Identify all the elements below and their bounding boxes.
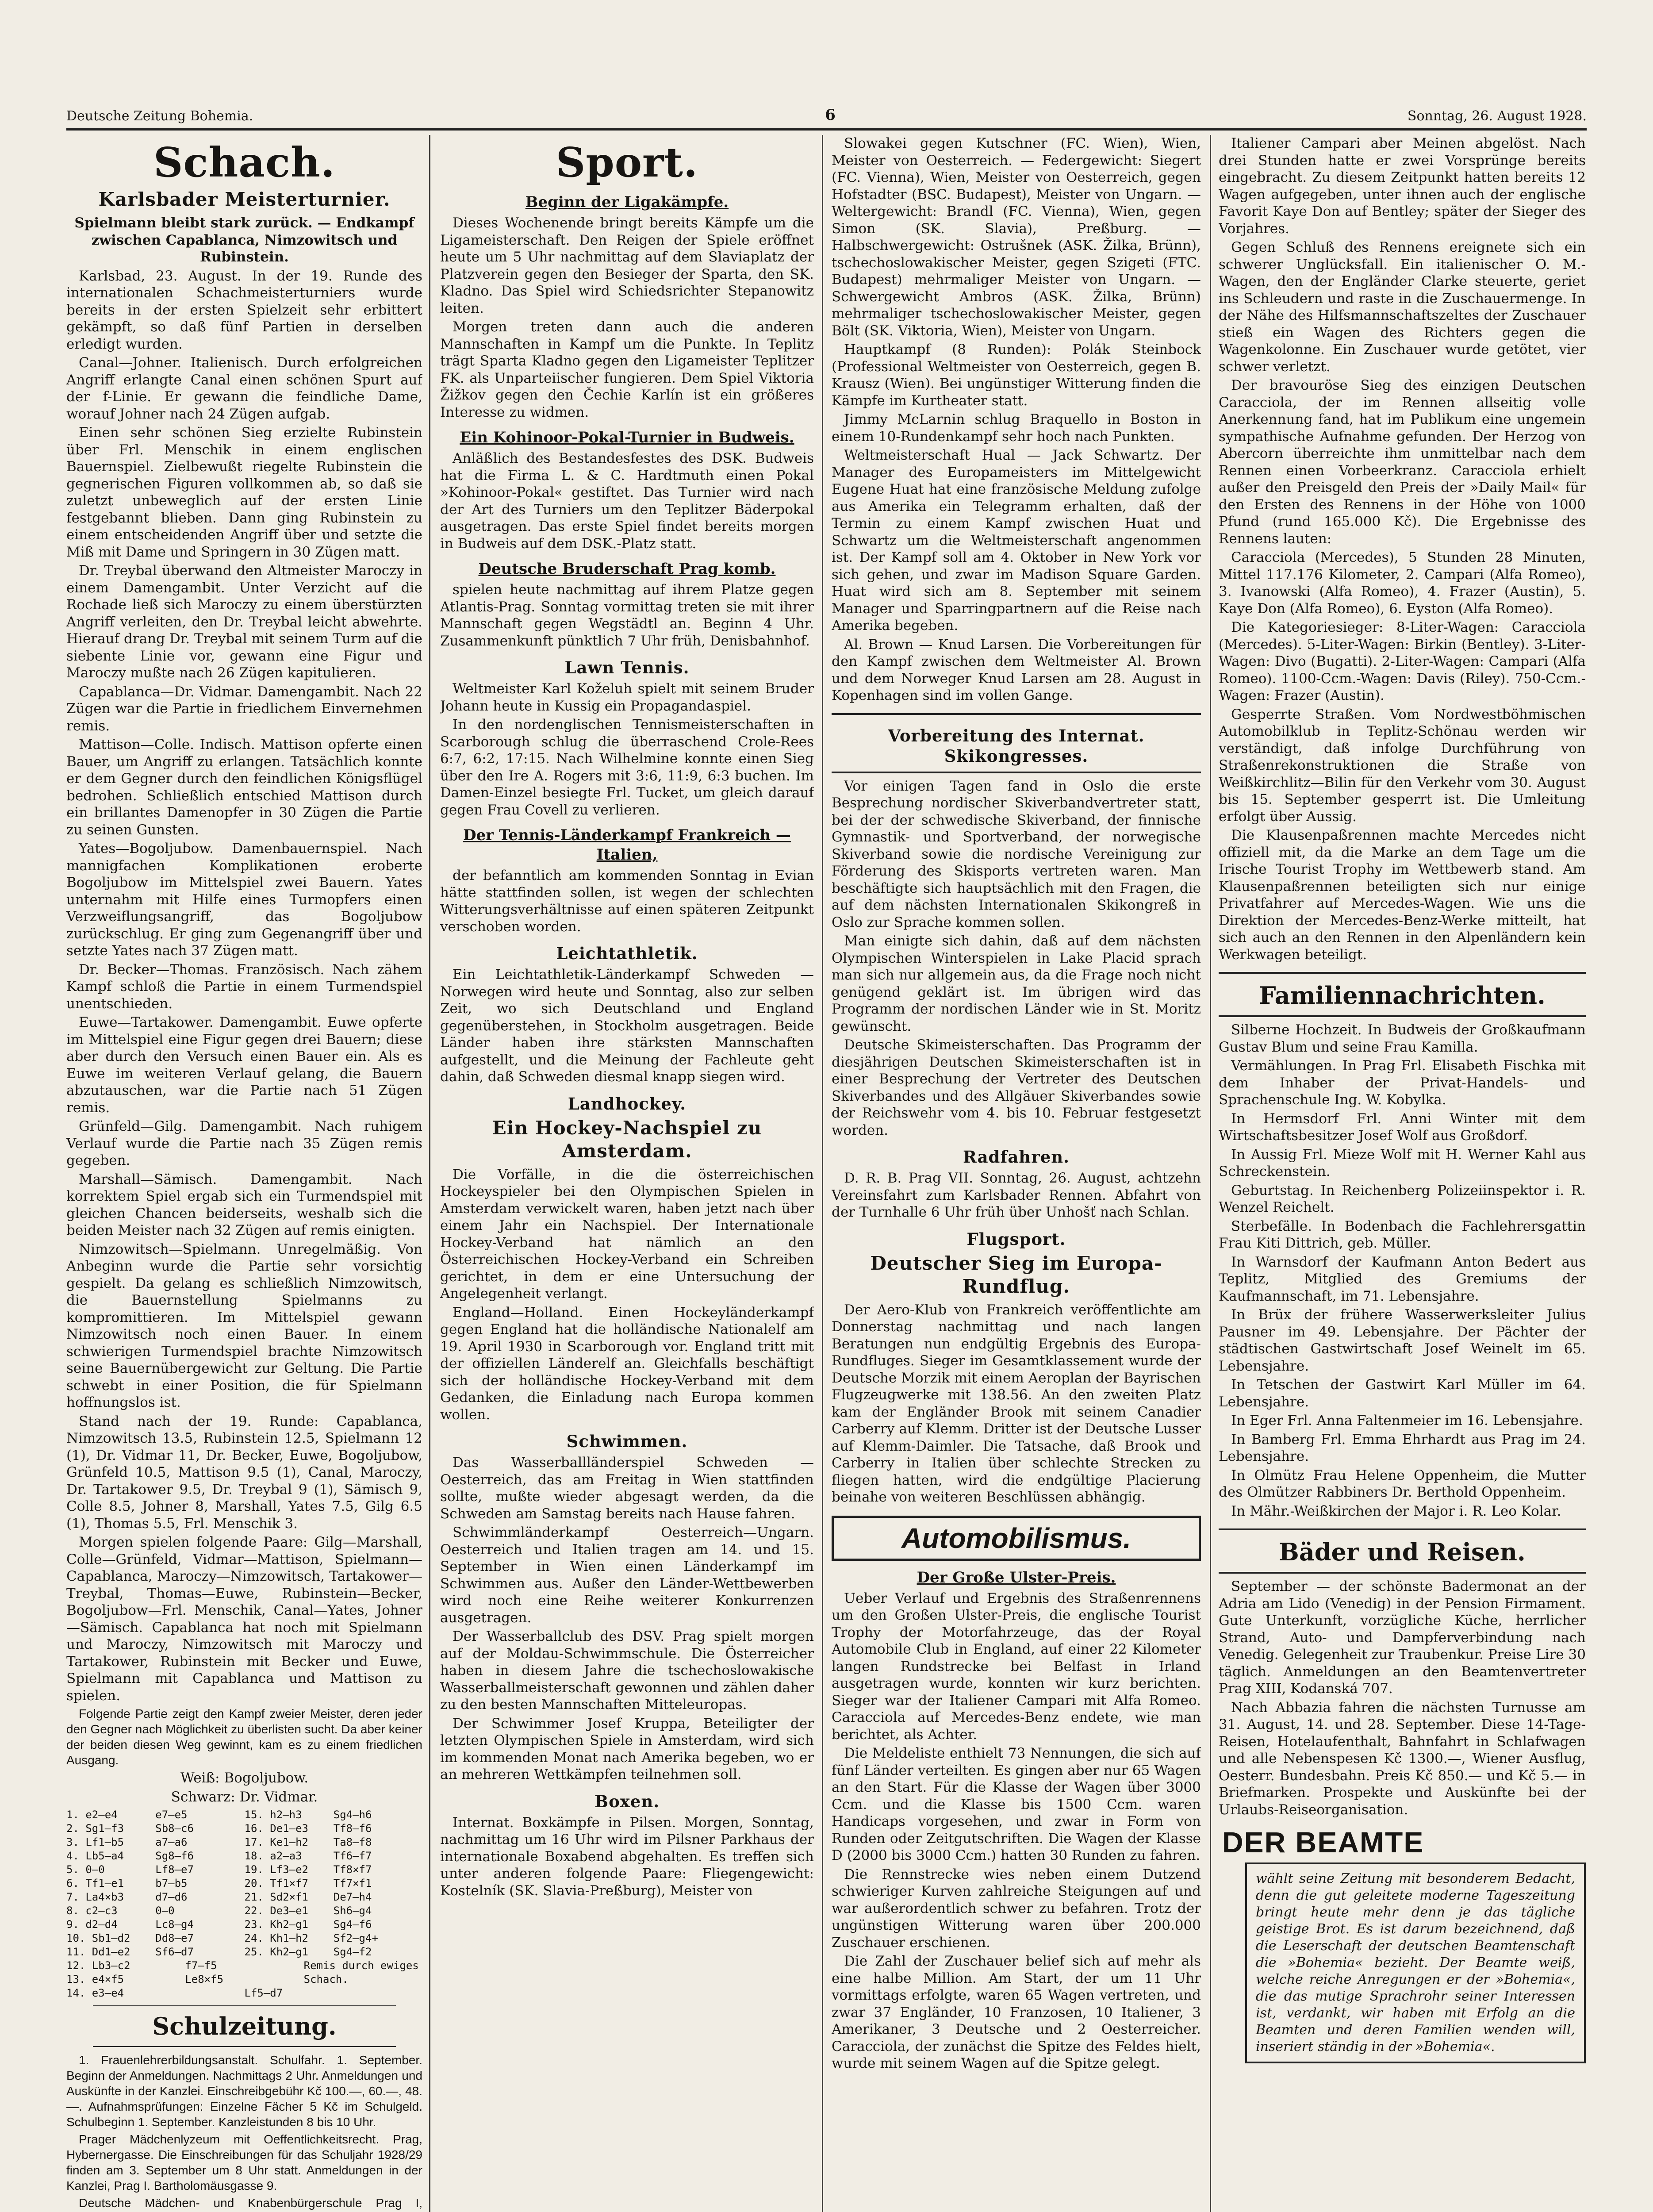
move-cell: 4. Lb5—a4	[66, 1850, 124, 1862]
move-cell: Sg4—h6	[333, 1809, 372, 1821]
move-row	[66, 1890, 422, 1904]
move-row	[66, 1836, 422, 1849]
move-cell: 9. d2—d4	[66, 1918, 118, 1931]
article-title: Boxen.	[594, 1791, 660, 1811]
game-note: Folgende Partie zeigt den Kampf zweier Meister, deren jeder den Gegner nach Möglichkeit zu überlisten sucht. Da aber keiner der beiden diesen Weg gewinnt, kam es zu einem friedlichen Ausgang.	[66, 1707, 422, 1767]
move-cell: 21. Sd2×f1	[244, 1891, 308, 1903]
paragraph: Italiener Campari aber Meinen abgelöst. Nach drei Stunden hatte er zwei Vorsprünge bereits eingebracht. Zu diesem Zeitpunkt hatten bereits 12 Wagen aufgegeben, unter ihnen auch der englische Favorit Kaye Don auf Bentley; später der Sieger des Vorjahres.	[1219, 135, 1586, 237]
move-cell: De7—h4	[333, 1891, 372, 1903]
paragraph: In Brüx der frühere Wasserwerksleiter Julius Pausner im 49. Lebensjahre. Der Pächter der städtischen Gastwirtschaft Josef Weinelt im 65. Lebensjahre.	[1219, 1307, 1586, 1374]
move-cell: Tf6—f7	[333, 1850, 372, 1862]
paragraph: Einen sehr schönen Sieg erzielte Rubinstein über Frl. Menschik in einem englischen Bauernspiel. Zielbewußt riegelte Rubinstein die gegnerischen Figuren vollkommen ab, so daß sie zuletzt unbeweglich auf der ersten Linie festgebannt blieben. Dann ging Rubinstein zu einem entscheidenden Angriff über und setzte die Miß mit Dame und Springern in 30 Zügen matt.	[66, 425, 422, 560]
move-cell: 24. Kh1—h2	[244, 1932, 308, 1944]
move-cell: Ta8—f8	[333, 1836, 372, 1848]
article-title: Lawn Tennis.	[564, 658, 690, 677]
paragraph: Jimmy McLarnin schlug Braquello in Boston in einem 10-Rundenkampf sehr hoch nach Punkten.	[832, 411, 1201, 445]
paragraph: Silberne Hochzeit. In Budweis der Großkaufmann Gustav Blum und seine Frau Kamilla.	[1219, 1022, 1586, 1055]
move-cell: Dd8—e7	[155, 1932, 194, 1944]
move-cell: 0—0	[155, 1905, 175, 1917]
move-cell: 19. Lf3—e2	[244, 1863, 308, 1876]
move-cell: Remis durch ewiges	[303, 1959, 419, 1972]
paragraph: Man einigte sich dahin, daß auf dem nächsten Olympischen Winterspielen in Lake Placid sprach man sich nur allgemein aus, da die Frage noch nicht genügend geklärt ist. Im übrigen wird das Programm der nordischen Länder wie in St. Moritz gewünscht.	[832, 933, 1201, 1034]
move-cell: Sf6—d7	[155, 1946, 194, 1958]
move-cell: 17. Ke1—h2	[244, 1836, 308, 1848]
paragraph: Morgen treten dann auch die anderen Mannschaften in Kampf um die Punkte. In Teplitz trägt Sparta Kladno gegen den Ligameister Teplitzer FK. als Unparteiischer fungieren. Dem Spiel Viktoria Žižkov gegen den Čechie Karlín ist ein größeres Interesse zu widmen.	[440, 319, 814, 420]
move-row	[66, 1973, 422, 1986]
article-title: Der Große Ulster-Preis.	[917, 1568, 1116, 1586]
paragraph: Hauptkampf (8 Runden): Polák Steinbock (Professional Weltmeister von Oesterreich, gegen B. Krausz (Wien). Bei ungünstiger Witterung finden die Kämpfe im Kurtheater statt.	[832, 342, 1201, 409]
article-title: Landhockey.	[568, 1094, 687, 1114]
move-row	[66, 1986, 422, 2000]
paragraph: In Mähr.-Weißkirchen der Major i. R. Leo Kolar.	[1231, 1503, 1561, 1519]
move-cell: 22. De3—e1	[244, 1905, 308, 1917]
article-title: Schwimmen.	[566, 1432, 688, 1451]
move-row	[66, 1918, 422, 1932]
article-title: Vorbereitung des Internat. Skikongresses.	[888, 726, 1145, 766]
move-cell: 15. h2—h3	[244, 1809, 302, 1821]
paragraph: spielen heute nachmittag auf ihrem Platze gegen Atlantis-Prag. Sonntag vormittag treten sie mit ihrer Mannschaft gegen Wegstädtl an. Beginn 4 Uhr. Zusammenkunft pünktlich 7 Uhr früh, Denisbahnhof.	[440, 582, 814, 649]
paragraph: Die Meldeliste enthielt 73 Nennungen, die sich auf fünf Länder verteilten. Es gingen aber nur 65 Wagen an den Start. Für die Klasse der Wagen über 3000 Ccm. und die Klasse bis 1500 Ccm. waren Handicaps vorgesehen, und zwar in Form von Runden oder Zeitgutschriften. Die Wagen der Klasse D (2000 bis 3000 Ccm.) hatten 30 Runden zu fahren.	[832, 1745, 1201, 1863]
column-misc	[1219, 135, 1586, 2212]
move-cell: 23. Kh2—g1	[244, 1918, 308, 1931]
masthead-left: Deutsche Zeitung Bohemia.	[66, 108, 253, 124]
paragraph: Die Vorfälle, in die die österreichischen Hockeyspieler bei den Olympischen Spielen in Amsterdam verwickelt waren, haben jetzt nach über einem Jahr ein Nachspiel. Der Internationale Hockey-Verband hat nämlich an den Österreichischen Hockey-Verband ein Schreiben gerichtet, in dem er eine Untersuchung der Angelegenheit verlangt.	[440, 1166, 814, 1302]
section-title-automobilismus: Automobilismus.	[832, 1516, 1201, 1561]
paragraph: Karlsbad, 23. August. In der 19. Runde des internationalen Schachmeisterturniers wurde bereits in der ersten Spielzeit sehr erbittert gekämpft, so daß fünf Partien in derselben erledigt wurden.	[66, 268, 422, 352]
section-title-schach: Schach.	[153, 138, 335, 186]
paragraph: Schwimmländerkampf Oesterreich—Ungarn. Oesterreich und Italien tragen am 14. und 15. September in Wien einen Länderkampf im Schwimmen aus. Außer den Länder-Wettbewerben wird noch eine Reihe weiterer Konkurrenzen ausgetragen.	[440, 1525, 814, 1626]
paragraph: Deutsche Mädchen- und Knabenbürgerschule Prag I,	[79, 2196, 422, 2210]
paragraph: Deutsche Skimeisterschaften. Das Programm der diesjährigen Deutschen Skimeisterschaften ist in einer Besprechung der Vertreter des Deutschen Skiverbandes und des Allgäuer Skiverbandes sowie der Reichswehr vom 4. bis 10. Februar festgesetzt worden.	[832, 1037, 1201, 1138]
article-title: Deutscher Sieg im Europa-Rundflug.	[870, 1252, 1162, 1297]
paragraph: Vor einigen Tagen fand in Oslo die erste Besprechung nordischer Skiverbandvertreter statt, bei der der schwedische Skiverband, der finnische Gymnastik- und Sportverband, der norwegische Skiverband sowie die nordische Vereinigung zur Förderung des Skisports vertreten waren. Man beschäftigte sich hauptsächlich mit den Fragen, die auf dem nächsten Internationalen Skikongreß in Oslo zur Sprache kommen sollen.	[832, 778, 1201, 930]
paragraph: Das Wasserballländerspiel Schweden — Oesterreich, das am Freitag in Wien stattfinden sollte, mußte wieder abgesagt werden, da die Schweden am Samstag bereits nach Hause fahren.	[440, 1455, 814, 1522]
paragraph: Weltmeister Karl Koželuh spielt mit seinem Bruder Johann heute in Kussig ein Propagandaspiel.	[440, 681, 814, 714]
article-title: Beginn der Ligakämpfe.	[525, 193, 729, 211]
article-body	[66, 268, 422, 1705]
article-lead: Spielmann bleibt stark zurück. — Endkampf zwischen Capablanca, Nimzowitsch und Rubinstein.	[74, 215, 414, 265]
move-row	[66, 1904, 422, 1918]
paragraph: In den nordenglischen Tennismeisterschaften in Scarborough schlug die überraschend Crole-Rees 6:7, 6:2, 17:15. Nach Wilhelmine konnte einen Sieg über den Ire A. Rogers mit 3:6, 11:9, 6:3 buchen. Im Damen-Einzel besiegte Frl. Tucket, um gleich darauf gegen Frau Covell zu verlieren.	[440, 717, 814, 818]
move-cell: 14. e3—e4	[66, 1987, 124, 1999]
paragraph: Gesperrte Straßen. Vom Nordwestböhmischen Automobilklub in Teplitz-Schönau werden wir verständigt, daß infolge Durchführung von Straßenrekonstruktionen die Straße von Weißkirchlitz—Bilin für den Verkehr vom 30. August bis 15. September gesperrt ist. Die Umleitung erfolgt über Aussig.	[1219, 706, 1586, 825]
article-title: Karlsbader Meisterturnier.	[98, 188, 391, 210]
white-player: Weiß: Bogoljubow.	[180, 1770, 309, 1786]
paragraph: Stand nach der 19. Runde: Capablanca, Nimzowitsch 13.5, Rubinstein 12.5, Spielmann 12 (1), Dr. Vidmar 11, Dr. Becker, Euwe, Bogoljubow, Grünfeld 10.5, Mattison 9.5 (1), Canal, Maroczy, Dr. Tartakower 9.5, Dr. Treybal 9 (1), Sämisch 9, Colle 8.5, Johner 8, Marshall, Yates 7.5, Gilg 6.5 (1), Thomas 5.5, Frl. Menschik 3.	[66, 1413, 422, 1532]
paragraph: D. R. B. Prag VII. Sonntag, 26. August, achtzehn Vereinsfahrt zum Karlsbader Rennen. Abfahrt von der Turnhalle 6 Uhr früh über Unhošť nach Schlan.	[832, 1170, 1201, 1220]
paragraph: Canal—Johner. Italienisch. Durch erfolgreichen Angriff erlangte Canal einen schönen Spurt auf der f-Linie. Er gewann die feindliche Dame, worauf Johner nach 24 Zügen aufgab.	[66, 355, 422, 422]
paragraph: Die Rennstrecke wies neben einem Dutzend schwieriger Kurven zahlreiche Steigungen auf und war außerordentlich schwer zu befahren. Trotz der ungünstigen Witterung waren über 200.000 Zuschauer erschienen.	[832, 1866, 1201, 1951]
paragraph: Ueber Verlauf und Ergebnis des Straßenrennens um den Großen Ulster-Preis, die englische Tourist Trophy der Motorfahrzeuge, das der Royal Automobile Club in England, auf einer 22 Kilometer langen Rundstrecke bei Belfast in Irland ausgetragen wurde, konnten wir kurz berichten. Sieger war der Italiener Campari mit Alfa Romeo. Caracciola auf Mercedes-Benz endete, wie man berichtet, als Achter.	[832, 1590, 1201, 1743]
paragraph: Der Aero-Klub von Frankreich veröffentlichte am Donnerstag nachmittag und nach langen Beratungen nun endgültig Ergebnis des Europa-Rundfluges. Sieger im Gesamtklassement wurde der Deutsche Morzik mit einem Aeroplan der Bayrischen Flugzeugwerke mit 138.56. An den zweiten Platz kam der Engländer Brook mit seinem Canadier Carberry auf Klemm. Dritter ist der Deutsche Lusser auf Klemm-Daimler. Die Tatsache, daß Brook und Carberry in Italien über schlechte Strecken zu fliegen hatten, wird die endgültige Placierung beinahe von weiteren Beschlüssen abhängig.	[832, 1302, 1201, 1505]
paragraph: Die Klausenpaßrennen machte Mercedes nicht offiziell mit, da die Marke an dem Tage um die Irische Tourist Trophy im Wettbewerb stand. Am Klausenpaßrennen beteiligten sich nur einige Privatfahrer auf Mercedes-Wagen. Wie uns die Direktion der Mercedes-Benz-Werke mitteilt, hat sich auch an den Rennen in den Alpenländern kein Werkwagen beteiligt.	[1219, 827, 1586, 963]
move-cell: Lf8—e7	[155, 1863, 194, 1876]
move-row	[66, 1808, 422, 1822]
move-cell: Tf8—f6	[333, 1822, 372, 1835]
move-cell: 7. La4×b3	[66, 1891, 124, 1903]
paragraph: Geburtstag. In Reichenberg Polizeiinspektor i. R. Wenzel Reichelt.	[1219, 1182, 1586, 1215]
paragraph: Nimzowitsch—Spielmann. Unregelmäßig. Von Anbeginn wurde die Partie sehr vorsichtig gespielt. Da gelang es schließlich Nimzowitsch, die Bauernstellung Spielmanns zu kompromittieren. Im Mittelspiel gewann Nimzowitsch noch einen Bauer. In einem schwierigen Turmendspiel brachte Nimzowitsch seine Bauernübergewicht zur Geltung. Die Partie schwebt in einer Position, die für Spielmann hoffnungslos ist.	[66, 1241, 422, 1410]
move-cell: 8. c2—c3	[66, 1905, 118, 1917]
paragraph: Der Schwimmer Josef Kruppa, Beteiligter der letzten Olympischen Spiele in Amsterdam, wird sich im kommenden Monat nach Amerika begeben, wo er an mehreren Wettkämpfen teilnehmen soll.	[440, 1715, 814, 1782]
move-cell: Schach.	[303, 1973, 349, 1985]
paragraph: Ein Leichtathletik-Länderkampf Schweden — Norwegen wird heute und Sonntag, also zur selben Zeit, wo sich Deutschland und England gegenüberstehen, in Stockholm ausgetragen. Beide Länder haben ihre stärksten Mannschaften aufgestellt, und die Meinung der Fachleute geht dahin, daß Schweden diesmal knapp siegen wird.	[440, 967, 814, 1085]
advertisement-title: DER BEAMTE	[1222, 1826, 1424, 1859]
column-rule	[822, 135, 823, 2212]
section-title-baeder-und-reisen: Bäder und Reisen.	[1279, 1538, 1526, 1566]
move-cell: 1. e2—e4	[66, 1809, 118, 1821]
column-sport-continued	[832, 135, 1201, 2212]
divider	[93, 2005, 396, 2006]
paragraph: In Aussig Frl. Mieze Wolf mit H. Werner Kahl aus Schreckenstein.	[1219, 1146, 1586, 1179]
move-cell: Lf5—d7	[244, 1987, 283, 1999]
paragraph: In Warnsdorf der Kaufmann Anton Bedert aus Teplitz, Mitglied des Gremiums der Kaufmannschaft, im 71. Lebensjahre.	[1219, 1254, 1586, 1304]
move-cell: f7—f5	[185, 1959, 217, 1972]
move-cell: Sg4—f6	[333, 1918, 372, 1931]
article-title: Leichtathletik.	[556, 944, 698, 963]
page-number: 6	[825, 106, 836, 124]
paragraph: der befanntlich am kommenden Sonntag in Evian hätte stattfinden sollen, ist wegen der schlechten Witterungsverhältnisse auf einen späteren Zeitpunkt verschoben worden.	[440, 868, 814, 935]
move-row	[66, 1863, 422, 1877]
move-cell: b7—b5	[155, 1877, 188, 1889]
move-cell: 20. Tf1×f7	[244, 1877, 308, 1889]
move-cell: Sg4—f2	[333, 1946, 372, 1958]
paragraph: Sterbefälle. In Bodenbach die Fachlehrersgattin Frau Kiti Dittrich, geb. Müller.	[1219, 1218, 1586, 1251]
paragraph: In Hermsdorf Frl. Anni Winter mit dem Wirtschaftsbesitzer Josef Wolf aus Großdorf.	[1219, 1110, 1586, 1144]
paragraph: Anläßlich des Bestandesfestes des DSK. Budweis hat die Firma L. & C. Hardtmuth einen Pokal »Kohinoor-Pokal« gestiftet. Das Turnier wird nach der Art des Turniers um den Teplitzer Bäderpokal ausgetragen. Das erste Spiel findet bereits morgen in Budweis auf dem DSK.-Platz statt.	[440, 450, 814, 552]
move-cell: 13. e4×f5	[66, 1973, 124, 1985]
column-rule	[1210, 135, 1211, 2212]
column-sport	[440, 135, 814, 2212]
issue-date: Sonntag, 26. August 1928.	[1407, 108, 1587, 124]
move-cell: Sb8—c6	[155, 1822, 194, 1835]
paragraph: Die Zahl der Zuschauer belief sich auf mehr als eine halbe Million. Am Start, der um 11 Uhr vormittags erfolgte, waren 65 Wagen vertreten, und zwar 37 Engländer, 10 Franzosen, 10 Italiener, 3 Amerikaner, 3 Deutsche und 2 Oesterreicher. Caracciola, der zunächst die Spitze des Feldes hielt, wurde mit seinem Wagen auf die Spitze gelegt.	[832, 1953, 1201, 2071]
paragraph: Weltmeisterschaft Hual — Jack Schwartz. Der Manager des Europameisters im Mittelgewicht Eugene Huat hat eine französische Meldung zufolge aus Amerika ein Telegramm erhalten, daß der Termin zu einem Kampf zwischen Huat und Schwartz um die Weltmeisterschaft angenommen ist. Der Kampf soll am 4. Oktober in New York vor sich gehen, und zwar im Madison Square Garden. Huat wird sich am 8. September mit seinem Manager und Sparringpartnern auf die Reise nach Amerika begeben.	[832, 447, 1201, 634]
divider	[93, 2046, 396, 2047]
section-title-sport: Sport.	[556, 138, 698, 186]
paragraph: Yates—Bogoljubow. Damenbauernspiel. Nach mannigfachen Komplikationen eroberte Bogoljubow im Mittelspiel zwei Bauern. Yates unternahm mit Hilfe eines Turmopfers einen Verzweiflungsangriff, das Bogoljubow zurückschlug. Er ging zum Gegenangriff über und setzte Yates nach 37 Zügen matt.	[66, 841, 422, 959]
article-title: Ein Kohinoor-Pokal-Turnier in Budweis.	[460, 429, 794, 446]
page-header	[66, 91, 1587, 131]
move-cell: e7—e5	[155, 1809, 188, 1821]
move-cell: Le8×f5	[185, 1973, 224, 1985]
paragraph: Caracciola (Mercedes), 5 Stunden 28 Minuten, Mittel 117.176 Kilometer, 2. Campari (Alfa Romeo), 3. Ivanowski (Alfa Romeo), 4. Frazer (Austin), 5. Kaye Don (Alfa Romeo), 6. Eyston (Alfa Romeo).	[1219, 549, 1586, 617]
article-title: Deutsche Bruderschaft Prag komb.	[478, 560, 776, 578]
paragraph: Gegen Schluß des Rennens ereignete sich ein schwerer Unglücksfall. Ein italienischer O. M.-Wagen, den der Engländer Clarke steuerte, geriet ins Schleudern und raste in die Zuschauermenge. In der Nähe des Hilfsmannschaftszeltes der Zuschauer stieß ein Wagen des Richters gegen die Wagenkolonne. Ein Zuschauer wurde getötet, vier schwer verletzt.	[1219, 239, 1586, 375]
paragraph: In Bamberg Frl. Emma Ehrhardt aus Prag im 24. Lebensjahre.	[1219, 1431, 1586, 1464]
paragraph: Grünfeld—Gilg. Damengambit. Nach ruhigem Verlauf wurde die Partie nach 35 Zügen remis gegeben.	[66, 1118, 422, 1168]
paragraph: England—Holland. Einen Hockeyländerkampf gegen England hat die holländische Nationalelf am 19. April 1930 in Scarborough vor. England tritt mit der offiziellen Länderelf an. Gleichfalls beschäftigt sich der holländische Hockey-Verband mit dem Gedanken, die Einladung nach Europa kommen wollen.	[440, 1304, 814, 1423]
column-rule	[429, 135, 430, 2212]
paragraph: Euwe—Tartakower. Damengambit. Euwe opferte im Mittelspiel eine Figur gegen drei Bauern; diese aber durch den Versuch einen Bauer ein. Als es Euwe im weiteren Verlauf gelang, die Bauern abzutauschen, war die Partie nach 51 Zügen remis.	[66, 1014, 422, 1116]
move-cell: 12. Lb3—c2	[66, 1959, 130, 1972]
move-row	[66, 1822, 422, 1836]
paragraph: Al. Brown — Knud Larsen. Die Vorbereitungen für den Kampf zwischen dem Weltmeister Al. Brown und dem Norweger Knud Larsen am 28. August in Kopenhagen sind im vollen Gange.	[832, 636, 1201, 703]
move-row	[66, 1959, 422, 1973]
paragraph: Morgen spielen folgende Paare: Gilg—Marshall, Colle—Grünfeld, Vidmar—Mattison, Spielmann—Capablanca, Maroczy—Nimzowitsch, Tartakower—Treybal, Thomas—Euwe, Rubinstein—Becker, Bogoljubow—Frl. Menschik, Canal—Yates, Johner—Sämisch. Capablanca hat noch mit Spielmann und Maroczy, Nimzowitsch mit Maroczy und Tartakower, Rubinstein mit Becker und Euwe, Spielmann mit Capablanca und Mattison zu spielen.	[66, 1534, 422, 1704]
paragraph: Slowakei gegen Kutschner (FC. Wien), Wien, Meister von Oesterreich. — Federgewicht: Siegert (FC. Vienna), Wien, Meister von Oesterreich, gegen Hofstadter (BSC. Budapest), Meister von Ungarn. — Weltergewicht: Brandl (FC. Vienna), Wien, gegen Simon (SK. Slavia), Preßburg. — Halbschwergewicht: Ostrušnek (ASK. Žilka, Brünn), tschechoslowakischer Meister, gegen Szigeti (FTC. Budapest) mehrmaliger Meister von Ungarn. — Schwergewicht Ambros (ASK. Žilka, Brünn) mehrmaliger tschechoslowakischer Meister, gegen Bölt (SK. Viktoria, Wien), Meister von Ungarn.	[832, 135, 1201, 339]
move-row	[66, 1945, 422, 1959]
paragraph: 1. Frauenlehrerbildungsanstalt. Schulfahr. 1. September. Beginn der Anmeldungen. Nachmittags 2 Uhr. Anmeldungen und Auskünfte in der Kanzlei. Einschreibgebühr Kč 100.—, 60.—, 48.—. Aufnahmsprüfungen: Einzelne Fächer 5 Kč im Schulgeld. Schulbeginn 1. September. Kanzleistunden 8 bis 10 Uhr.	[66, 2053, 422, 2129]
move-cell: 6. Tf1—e1	[66, 1877, 124, 1889]
paragraph: Der bravouröse Sieg des einzigen Deutschen Caracciola, der im Rennen allseitig volle Anerkennung fand, hat im Publikum eine ungemein sympathische Aufnahme gefunden. Der Herzog von Abercorn überreichte ihm unmittelbar nach dem Rennen einen Vorbeerkranz. Caracciola erhielt außer den Preisgeld den Preis der »Daily Mail« für den Ersten des Rennens in der Höhe von 1000 Pfund (rund 165.000 Kč). Die Ergebnisse des Rennens lauten:	[1219, 377, 1586, 547]
article-title: Flugsport.	[966, 1229, 1066, 1249]
article-title: Der Tennis-Länderkampf Frankreich — Italien,	[463, 826, 791, 864]
move-cell: Lc8—g4	[155, 1918, 194, 1931]
move-cell: Tf7×f1	[333, 1877, 372, 1889]
move-row	[66, 1849, 422, 1863]
section-title-schulzeitung: Schulzeitung.	[152, 2012, 337, 2040]
article-title: Ein Hockey-Nachspiel zu Amsterdam.	[492, 1117, 762, 1162]
paragraph: In Olmütz Frau Helene Oppenheim, die Mutter des Olmützer Rabbiners Dr. Berthold Oppenheim.	[1219, 1467, 1586, 1500]
section-title-familiennachrichten: Familiennachrichten.	[1259, 981, 1546, 1010]
paragraph: Mattison—Colle. Indisch. Mattison opferte einen Bauer, um Angriff zu erlangen. Tatsächlich konnte er dem Gegner durch den feindlichen Königsflügel bedrohen. Schließlich entschied Mattison durch ein brillantes Damenopfer in 30 Zügen die Partie zu seinen Gunsten.	[66, 737, 422, 838]
move-cell: Tf8×f7	[333, 1863, 372, 1876]
move-cell: 18. a2—a3	[244, 1850, 302, 1862]
move-cell: d7—d6	[155, 1891, 188, 1903]
move-cell: 2. Sg1—f3	[66, 1822, 124, 1835]
move-row	[66, 1932, 422, 1945]
move-row	[66, 1877, 422, 1890]
article-title: Radfahren.	[963, 1147, 1070, 1167]
paragraph: Dr. Becker—Thomas. Französisch. Nach zähem Kampf schloß die Partie in einem Turmendspiel unentschieden.	[66, 961, 422, 1012]
paragraph: Dr. Treybal überwand den Altmeister Maroczy in einem Damengambit. Unter Verzicht auf die Rochade ließ sich Maroczy zu einem überstürzten Angriff verleiten, den Dr. Treybal leicht abwehrte. Hierauf drang Dr. Treybal mit seinem Turm auf die siebente Linie vor, gewann eine Figur und Maroczy mußte nach 26 Zügen kapitulieren.	[66, 563, 422, 681]
paragraph: Die Kategoriesieger: 8-Liter-Wagen: Caracciola (Mercedes). 5-Liter-Wagen: Birkin (Bentley). 3-Liter-Wagen: Divo (Bugatti). 2-Liter-Wagen: Campari (Alfa Romeo). 1100-Ccm.-Wagen: Davis (Riley). 750-Ccm.-Wagen: Frazer (Austin).	[1219, 619, 1586, 703]
paragraph: In Eger Frl. Anna Faltenmeier im 16. Lebensjahre.	[1231, 1413, 1583, 1429]
move-cell: 16. De1—e3	[244, 1822, 308, 1835]
paragraph: Nach Abbazia fahren die nächsten Turnusse am 31. August, 14. und 28. September. Diese 14-Tage-Reisen, Hotelaufenthalt, Bahnfahrt in Schlafwagen und alle Nebenspesen Kč 1300.—, Wiener Ausflug, Oesterr. Bundesbahn. Preis Kč 850.— und Kč 5.— in Briefmarken. Prospekte und Auskünfte bei der Urlaubs-Reiseorganisation.	[1219, 1699, 1586, 1818]
move-cell: Sf2—g4+	[333, 1932, 378, 1944]
paragraph: Capablanca—Dr. Vidmar. Damengambit. Nach 22 Zügen war die Partie in friedlichem Einvernehmen remis.	[66, 684, 422, 734]
paragraph: Marshall—Sämisch. Damengambit. Nach korrektem Spiel ergab sich ein Turmendspiel mit gleichen Chancen beiderseits, weshalb sich die beiden Meister nach 32 Zügen auf remis einigten.	[66, 1171, 422, 1238]
move-cell: 3. Lf1—b5	[66, 1836, 124, 1848]
paragraph: In Tetschen der Gastwirt Karl Müller im 64. Lebensjahre.	[1219, 1377, 1586, 1410]
paragraph: Der Wasserballclub des DSV. Prag spielt morgen auf der Moldau-Schwimmschule. Die Österreicher haben in diesem Jahre die tschechoslowakische Wasserballmeisterschaft gewonnen und zählen daher zu den besten Mannschaften Mitteleuropas.	[440, 1628, 814, 1713]
move-cell: a7—a6	[155, 1836, 188, 1848]
paragraph: September — der schönste Badermonat an der Adria am Lido (Venedig) in der Pension Firmament. Gute Unterkunft, vorzügliche Küche, herrlicher Strand, Auto- und Dampferverbindung nach Venedig. Gelegenheit zur Traubenkur. Preise Lire 30 täglich. Anmeldungen an den Beamtenvertreter Prag XIII, Kodanská 707.	[1219, 1578, 1586, 1697]
move-cell: Sg8—f6	[155, 1850, 194, 1862]
paragraph: Prager Mädchenlyzeum mit Oeffentlichkeitsrecht. Prag, Hybernergasse. Die Einschreibungen für das Schuljahr 1928/29 finden am 3. September um 8 Uhr statt. Anmeldungen in der Kanzlei, Prag I. Bartholomäusgasse 9.	[66, 2132, 422, 2193]
advertisement-box: wählt seine Zeitung mit besonderem Bedacht, denn die gut geleitete moderne Tageszeitung bringt heute mehr denn je das tägliche geistige Brot. Es ist darum bezeichnend, daß die Leserschaft der deutschen Beamtenschaft die »Bohemia« bezieht. Der Beamte weiß, welche reiche Anregungen er der »Bohemia«, die das mutige Sprachrohr seiner Interessen ist, verdankt, wir haben mit Erfolg an die Beamten und deren Familien wenden will, inseriert ständig in der »Bohemia«.	[1245, 1863, 1586, 2063]
chess-moves-table	[66, 1808, 422, 2000]
move-cell: 10. Sb1—d2	[66, 1932, 130, 1944]
column-chess	[66, 135, 422, 2212]
move-cell: 5. 0—0	[66, 1863, 105, 1876]
paragraph: Vermählungen. In Prag Frl. Elisabeth Fischka mit dem Inhaber der Privat-Handels- und Sprachenschule Ing. W. Kobylka.	[1219, 1058, 1586, 1108]
move-cell: Sh6—g4	[333, 1905, 372, 1917]
black-player: Schwarz: Dr. Vidmar.	[171, 1789, 318, 1805]
paragraph: Internat. Boxkämpfe in Pilsen. Morgen, Sonntag, nachmittag um 16 Uhr wird im Pilsner Parkhaus der internationale Boxabend abgehalten. Es treffen sich unter anderen folgende Paare: Fliegengewicht: Kostelník (SK. Slavia-Preßburg), Meister von	[440, 1814, 814, 1899]
move-cell: 25. Kh2—g1	[244, 1946, 308, 1958]
move-cell: 11. Dd1—e2	[66, 1946, 130, 1958]
paragraph: Dieses Wochenende bringt bereits Kämpfe um die Ligameisterschaft. Den Reigen der Spiele eröffnet heute um 5 Uhr nachmittag auf dem Slaviaplatz der Platzverein gegen den Besieger der Sparta, den SK. Kladno. Das Spiel wird Schiedsrichter Stepanowitz leiten.	[440, 215, 814, 316]
